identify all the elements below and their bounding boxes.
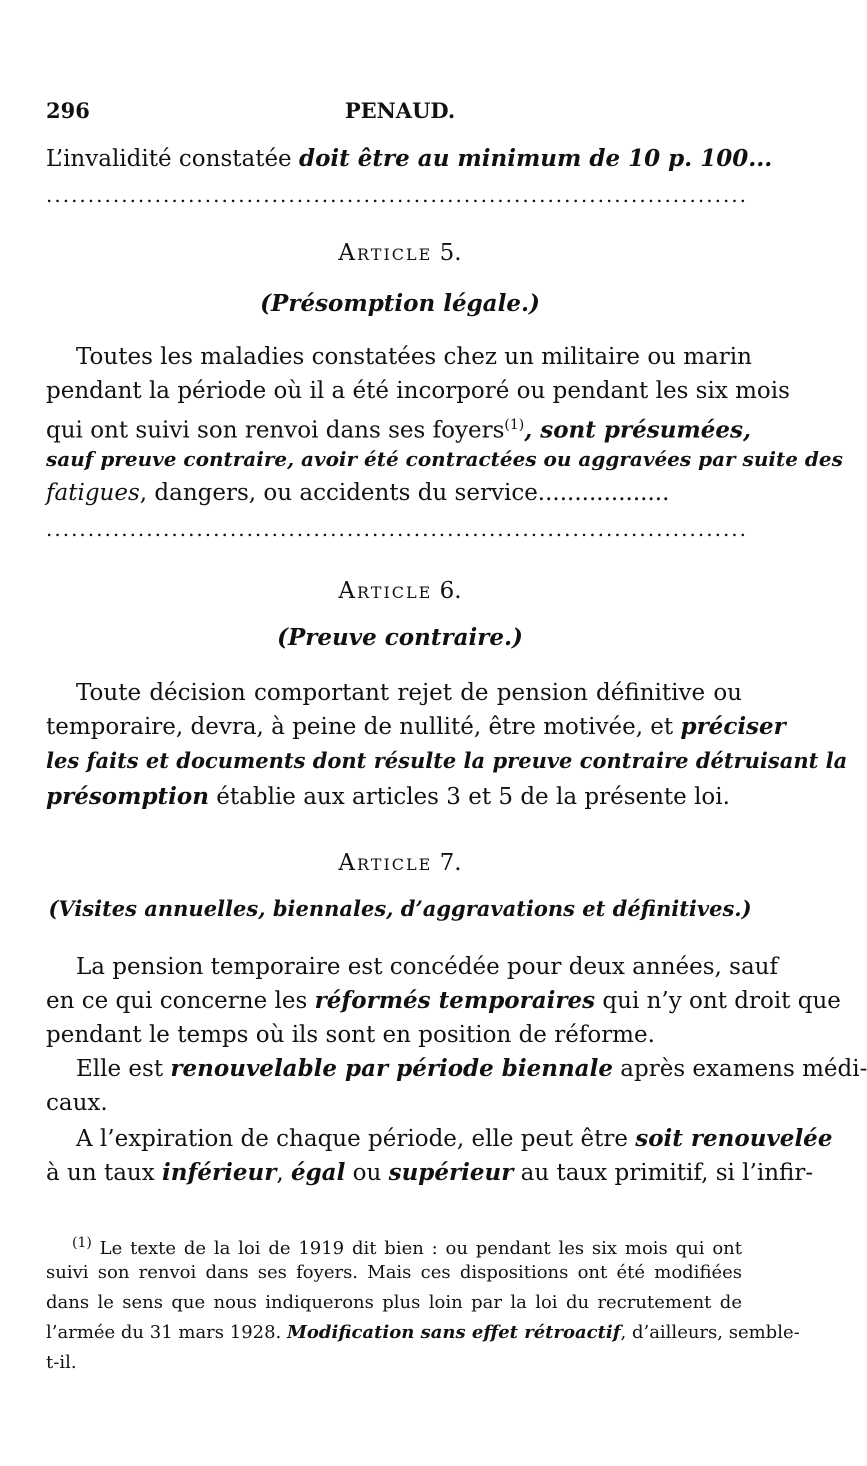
article-7-p1-line-1: La pension temporaire est concédée pour deux années, sauf	[76, 954, 778, 980]
article-7-p3-line-1: A l’expiration de chaque période, elle peut être soit renouvelée	[76, 1125, 833, 1152]
footnote-line-3: dans le sens que nous indiquerons plus loin par la loi du recrutement de	[46, 1292, 742, 1313]
ellipsis-dots: ....................................................................................	[46, 517, 749, 541]
article-6-line-3: les faits et documents dont résulte la preuve contraire détruisant la	[46, 748, 848, 773]
article-5-line-4: sauf preuve contraire, avoir été contractées ou aggravées par suite des	[46, 447, 843, 471]
article-6-line-4: présomption établie aux articles 3 et 5 de la présente loi.	[46, 783, 730, 810]
article-7-p3-line-2: à un taux inférieur, égal ou supérieur au taux primitif, si l’infir-	[46, 1159, 814, 1186]
opening-line: L’invalidité constatée doit être au minimum de 10 p. 100...	[46, 145, 773, 172]
article-7-p2-line-1: Elle est renouvelable par période biennale après examens médi-	[76, 1055, 867, 1082]
article-5-line-3: qui ont suivi son renvoi dans ses foyers$^{(1)}$, sont présumées,	[46, 416, 751, 444]
article-7-subtitle: (Visites annuelles, biennales, d’aggravations et définitives.)	[48, 896, 752, 921]
article-7-p1-line-2: en ce qui concerne les réformés temporaires qui n’y ont droit que	[46, 987, 841, 1014]
ellipsis-dots: ....................................................................................	[46, 183, 749, 207]
article-5-heading: Article 5.	[338, 240, 462, 266]
article-5-line-2: pendant la période où il a été incorporé ou pendant les six mois	[46, 378, 790, 404]
article-7-p1-line-3: pendant le temps où ils sont en position de réforme.	[46, 1022, 655, 1048]
article-6-subtitle: (Preuve contraire.)	[277, 624, 523, 651]
footnote-line-5: t-il.	[46, 1352, 77, 1373]
article-6-heading: Article 6.	[338, 578, 462, 604]
article-5-subtitle: (Présomption légale.)	[260, 290, 540, 317]
footnote-marker: (1)	[72, 1235, 92, 1251]
article-7-p2-line-2: caux.	[46, 1090, 108, 1116]
article-7-heading: Article 7.	[338, 850, 462, 876]
article-6-line-2: temporaire, devra, à peine de nullité, être motivée, et préciser	[46, 713, 786, 740]
article-6-line-1: Toute décision comportant rejet de pension définitive ou	[76, 680, 742, 706]
article-5-line-5: fatigues, dangers, ou accidents du service..................	[46, 480, 670, 506]
footnote-line-1: $^{(1)}$ Le texte de la loi de 1919 dit bien : ou pendant les six mois qui ont	[72, 1235, 742, 1259]
running-head: PENAUD.	[344, 98, 456, 123]
footnote-line-2: suivi son renvoi dans ses foyers. Mais ces dispositions ont été modifiées	[46, 1262, 742, 1283]
page-number: 296	[46, 98, 90, 123]
article-5-line-1: Toutes les maladies constatées chez un militaire ou marin	[76, 344, 752, 370]
footnote-line-4: l’armée du 31 mars 1928. Modification sans effet rétroactif, d’ailleurs, semble-	[46, 1322, 800, 1343]
